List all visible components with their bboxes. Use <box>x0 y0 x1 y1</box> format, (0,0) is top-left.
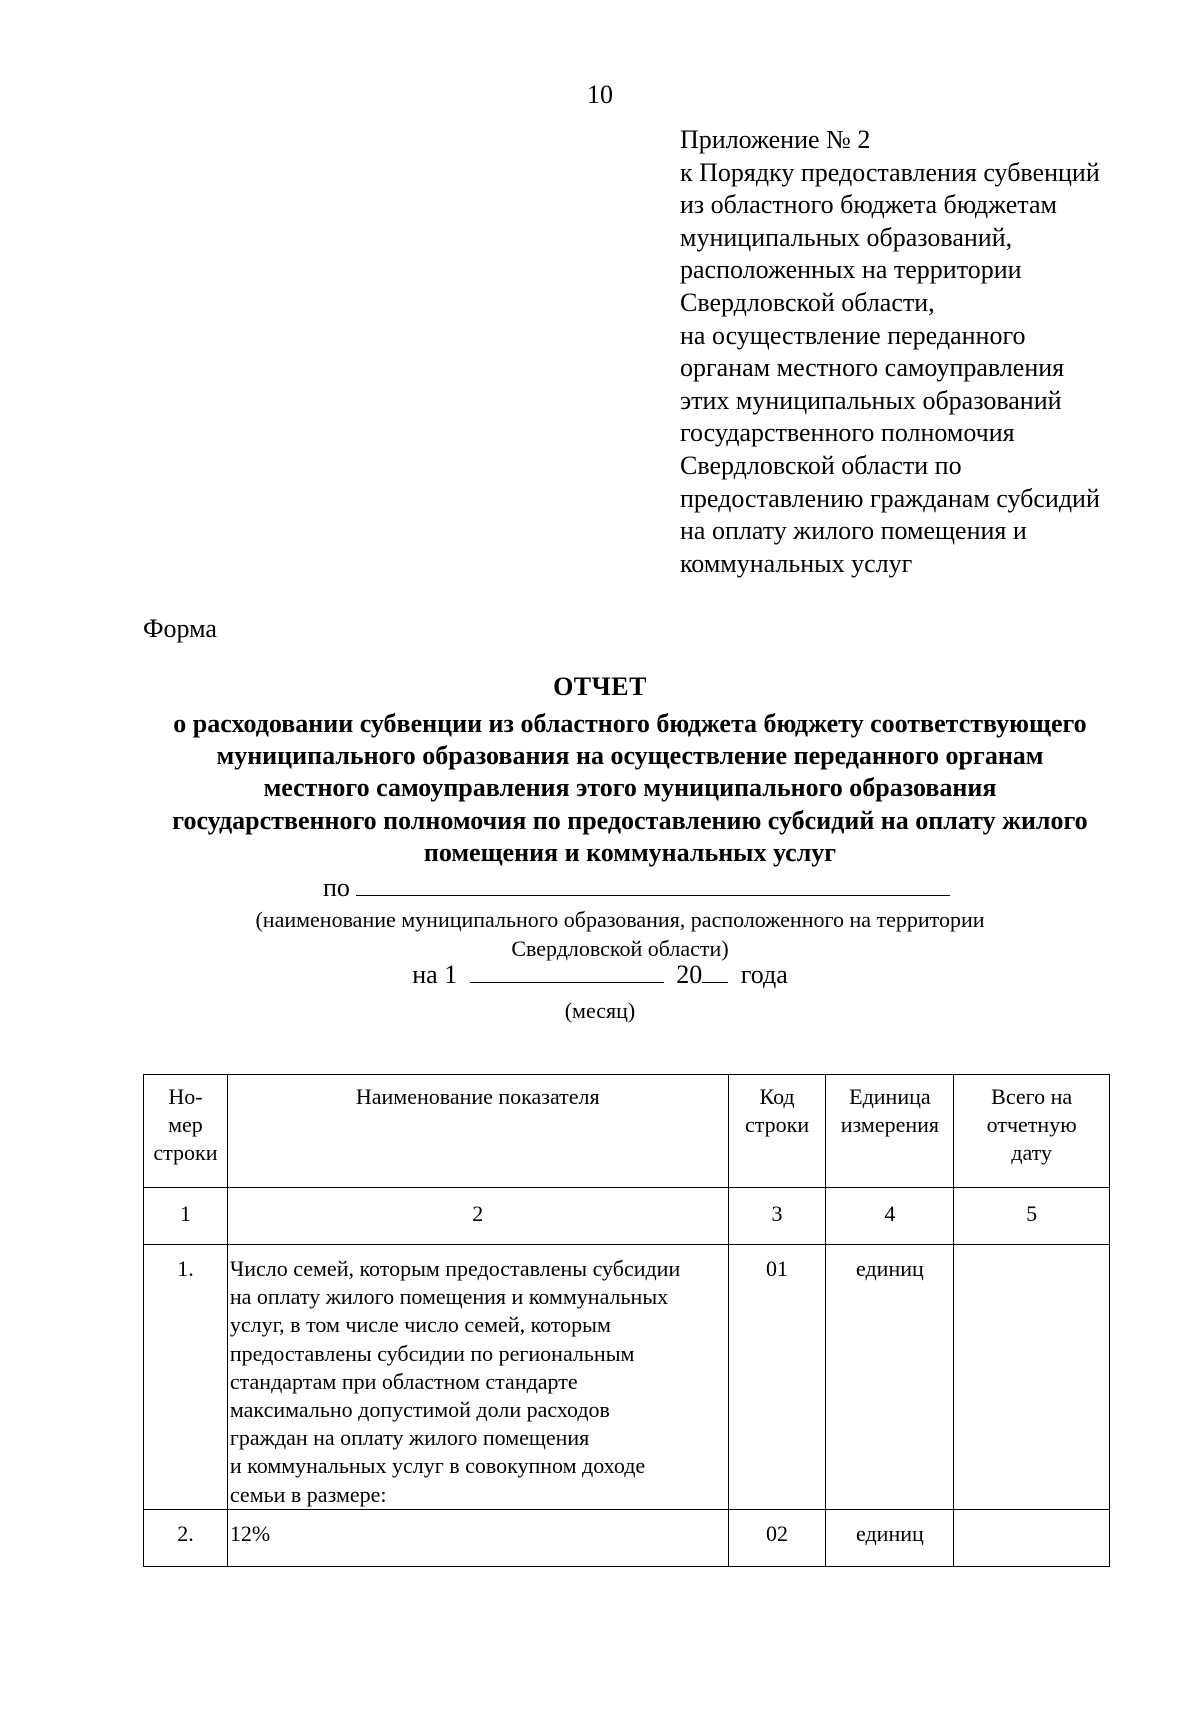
row-total-cell[interactable] <box>954 1245 1110 1510</box>
year-blank <box>702 962 728 983</box>
header-text: Наименование показателя <box>355 1084 600 1109</box>
header-row-code <box>728 1075 826 1188</box>
appendix-block <box>680 124 1180 580</box>
municipality-blank <box>356 875 950 896</box>
appendix-line: Приложение № 2 <box>680 125 871 154</box>
indicator-name-line: семьи в размере: <box>229 1481 387 1507</box>
header-text: строки <box>153 1140 218 1166</box>
year-prefix: 20 <box>676 960 703 989</box>
appendix-line: расположенных на территории <box>680 255 1022 285</box>
row-code: 02 <box>728 1510 826 1567</box>
header-text: Но- <box>168 1084 203 1109</box>
appendix-line: из областного бюджета бюджетам <box>680 190 1057 220</box>
header-text: дату <box>1011 1140 1053 1166</box>
header-text: Всего на <box>991 1084 1073 1109</box>
table-row <box>144 1510 1110 1567</box>
appendix-line: этих муниципальных образований <box>680 385 1062 415</box>
row-code: 01 <box>728 1245 826 1510</box>
month-blank <box>470 962 664 983</box>
header-text: мер <box>168 1112 203 1138</box>
indicator-name-line: максимально допустимой доли расходов <box>229 1397 610 1423</box>
report-subtitle-line: муниципального образования на осуществление переданного органам <box>216 741 1044 771</box>
column-number: 4 <box>826 1188 954 1245</box>
appendix-line: муниципальных образований, <box>680 222 1013 252</box>
row-number: 2. <box>144 1510 228 1567</box>
indicator-name-line: Число семей, которым предоставлены субсидии <box>229 1256 681 1281</box>
municipality-caption <box>170 905 1070 963</box>
date-suffix: года <box>740 960 788 989</box>
municipality-caption-line: (наименование муниципального образования, расположенного на территории <box>255 907 985 932</box>
indicator-name <box>227 1510 728 1567</box>
header-total <box>954 1075 1110 1188</box>
column-number: 2 <box>227 1188 728 1245</box>
report-subtitle-line: государственного полномочия по предоставлению субсидий на оплату жилого <box>172 805 1088 835</box>
report-date-line <box>0 960 1200 990</box>
appendix-line: государственного полномочия <box>680 418 1015 448</box>
report-subtitle-line: о расходовании субвенции из областного бюджета бюджету соответствующего <box>173 709 1087 738</box>
municipality-caption-line: Свердловской области) <box>511 936 729 961</box>
appendix-line: Свердловской области по <box>680 450 962 480</box>
indicator-name <box>227 1245 728 1510</box>
appendix-line: на осуществление переданного <box>680 320 1026 350</box>
report-subtitle-line: местного самоуправления этого муниципального образования <box>263 773 997 803</box>
municipality-prefix: по <box>323 873 350 902</box>
column-number: 1 <box>144 1188 228 1245</box>
appendix-line: органам местного самоуправления <box>680 353 1065 383</box>
row-unit: единиц <box>826 1245 954 1510</box>
indicator-name-line: стандартам при областном стандарте <box>229 1368 578 1394</box>
indicator-name-line: и коммунальных услуг в совокупном доходе <box>229 1453 646 1479</box>
date-prefix: на 1 <box>412 960 458 989</box>
appendix-line: Свердловской области, <box>680 287 935 317</box>
indicator-name-line: предоставлены субсидии по региональным <box>229 1340 635 1366</box>
header-text: отчетную <box>986 1112 1077 1138</box>
column-number: 5 <box>954 1188 1110 1245</box>
report-subtitle-line: помещения и коммунальных услуг <box>423 837 837 867</box>
report-subtitle <box>130 708 1130 869</box>
row-unit: единиц <box>826 1510 954 1567</box>
column-number-row <box>144 1188 1110 1245</box>
header-text: измерения <box>840 1112 940 1138</box>
column-number: 3 <box>728 1188 826 1245</box>
header-text: строки <box>745 1112 810 1138</box>
indicator-name-line: на оплату жилого помещения и коммунальных <box>229 1284 669 1310</box>
appendix-line: на оплату жилого помещения и <box>680 516 1027 546</box>
municipality-field <box>323 873 950 903</box>
table-row <box>144 1245 1110 1510</box>
header-text: Единица <box>849 1084 931 1109</box>
indicator-name-line: 12% <box>229 1521 271 1546</box>
page-number: 10 <box>587 80 613 109</box>
report-title: ОТЧЕТ <box>553 672 647 701</box>
header-unit <box>826 1075 954 1188</box>
indicator-name-line: услуг, в том числе число семей, которым <box>229 1312 611 1338</box>
indicator-name-line: граждан на оплату жилого помещения <box>229 1425 590 1451</box>
table-header-row <box>144 1075 1110 1188</box>
header-text: Код <box>759 1084 795 1109</box>
header-row-number <box>144 1075 228 1188</box>
header-indicator-name <box>227 1075 728 1188</box>
appendix-line: предоставлению гражданам субсидий <box>680 483 1100 513</box>
report-table <box>143 1074 1110 1567</box>
form-label: Форма <box>143 614 217 643</box>
row-total-cell[interactable] <box>954 1510 1110 1567</box>
row-number: 1. <box>144 1245 228 1510</box>
appendix-line: к Порядку предоставления субвенций <box>680 157 1100 187</box>
month-caption: (месяц) <box>564 998 636 1023</box>
appendix-line: коммунальных услуг <box>680 548 913 578</box>
